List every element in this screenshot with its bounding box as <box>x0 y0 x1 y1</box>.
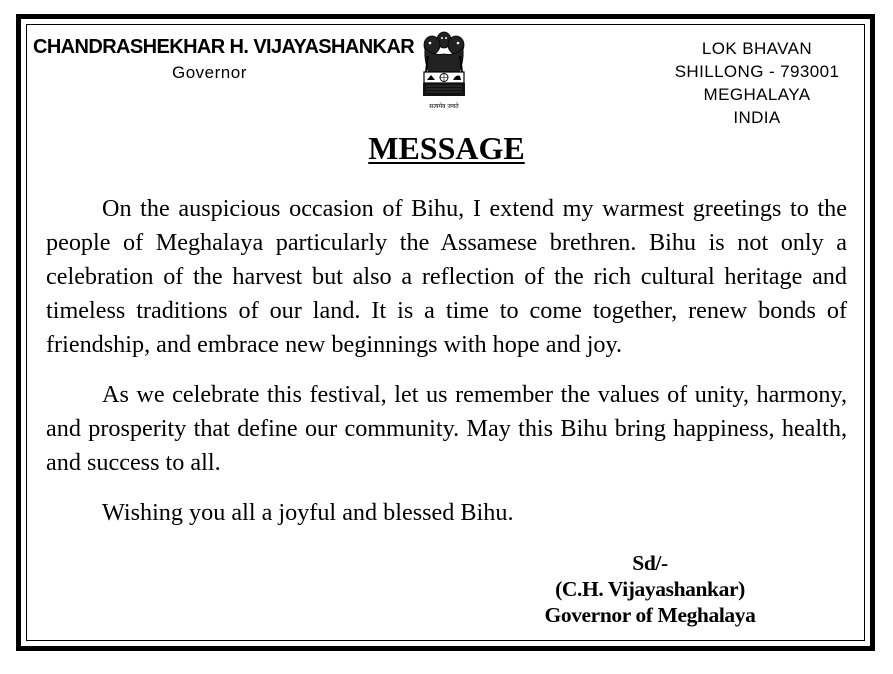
state-emblem-icon <box>416 28 472 112</box>
signatory-designation: Governor of Meghalaya <box>544 603 756 627</box>
message-body <box>46 192 847 546</box>
address-line: INDIA <box>733 108 781 127</box>
signature-sd: Sd/- <box>632 551 668 575</box>
paragraph: Wishing you all a joyful and blessed Bihu. <box>102 499 514 526</box>
paragraph: On the auspicious occasion of Bihu, I extend my warmest greetings to the people of Meghalaya particularly the Assamese brethren. Bihu is not only a celebration of the harvest but also a reflection of the rich cultural heritage and timeless traditions of our land. It is a time to come together, renew bonds of friendship, and embrace new beginnings with hope and joy. <box>46 195 847 358</box>
address-block <box>660 37 854 129</box>
signatory-name: (C.H. Vijayashankar) <box>555 577 745 601</box>
issuer-name: CHANDRASHEKHAR H. VIJAYASHANKAR <box>33 36 415 58</box>
signature-block <box>505 550 795 628</box>
address-line: LOK BHAVAN <box>701 39 813 58</box>
emblem-motto: सत्यमेव जयते <box>429 103 459 110</box>
address-line: MEGHALAYA <box>703 85 811 104</box>
message-heading: MESSAGE <box>368 130 525 166</box>
address-line: SHILLONG - 793001 <box>674 62 840 81</box>
paragraph: As we celebrate this festival, let us remember the values of unity, harmony, and prosperity that define our community. May this Bihu bring happiness, health, and success to all. <box>46 381 847 476</box>
issuer-title: Governor <box>172 63 247 82</box>
